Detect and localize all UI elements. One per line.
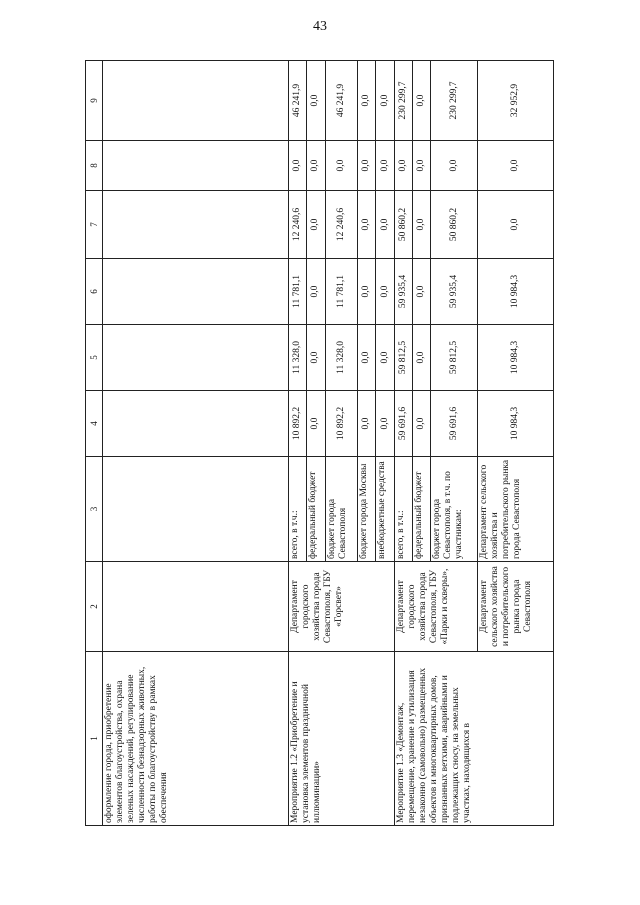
header-cell: 9 xyxy=(86,61,103,141)
funding-source: федеральный бюджет xyxy=(307,457,325,562)
value-cell: 11 781,1 xyxy=(289,259,307,325)
funding-source: бюджет города Севастополя xyxy=(325,457,358,562)
empty-cell xyxy=(103,325,289,391)
total-cell: 0,0 xyxy=(412,61,430,141)
total-cell: 46 241,9 xyxy=(325,61,358,141)
value-cell: 10 984,3 xyxy=(478,391,554,457)
value-cell: 11 328,0 xyxy=(289,325,307,391)
value-cell: 11 781,1 xyxy=(325,259,358,325)
value-cell: 0,0 xyxy=(307,391,325,457)
value-cell: 0,0 xyxy=(412,325,430,391)
measure-1-3-executor-2: Департамент сельского хозяйства и потребительского рынка города Севастополя xyxy=(478,562,554,652)
value-cell: 59 935,4 xyxy=(431,259,478,325)
value-cell: 0,0 xyxy=(376,391,394,457)
empty-cell xyxy=(103,191,289,259)
continuation-text: оформление города, приобретение элементов благоустройства, охрана зеленых насаждений, регулирование численности безнадзорных животных, работы по благоустройству в рамках обеспечения xyxy=(103,652,289,826)
value-cell: 59 812,5 xyxy=(394,325,412,391)
value-cell: 59 812,5 xyxy=(431,325,478,391)
table-row-continuation xyxy=(103,61,289,826)
value-cell: 0,0 xyxy=(358,325,376,391)
value-cell: 0,0 xyxy=(376,325,394,391)
total-cell: 230 299,7 xyxy=(394,61,412,141)
table-row xyxy=(394,61,412,826)
funding-source: федеральный бюджет xyxy=(412,457,430,562)
value-cell: 59 935,4 xyxy=(394,259,412,325)
value-cell: 12 240,6 xyxy=(289,191,307,259)
empty-cell xyxy=(103,259,289,325)
value-cell: 0,0 xyxy=(289,141,307,191)
funding-source: бюджет города Севастополя, в т.ч. по участникам: xyxy=(431,457,478,562)
header-cell: 7 xyxy=(86,191,103,259)
value-cell: 0,0 xyxy=(325,141,358,191)
rotated-table-wrapper xyxy=(85,61,554,826)
funding-source: Департамент сельского хозяйства и потребительского рынка города Севастополя xyxy=(478,457,554,562)
funding-source: всего, в т.ч.: xyxy=(289,457,307,562)
total-cell: 0,0 xyxy=(307,61,325,141)
value-cell: 59 691,6 xyxy=(431,391,478,457)
measure-1-2-name: Мероприятие 1.2 «Приобретение и установка элементов праздничной иллюминации» xyxy=(289,652,395,826)
value-cell: 10 892,2 xyxy=(325,391,358,457)
value-cell: 10 892,2 xyxy=(289,391,307,457)
value-cell: 0,0 xyxy=(307,259,325,325)
empty-cell xyxy=(103,562,289,652)
header-cell: 6 xyxy=(86,259,103,325)
header-cell: 4 xyxy=(86,391,103,457)
value-cell: 0,0 xyxy=(307,325,325,391)
value-cell: 10 984,3 xyxy=(478,325,554,391)
value-cell: 0,0 xyxy=(376,191,394,259)
header-row xyxy=(86,61,103,826)
empty-cell xyxy=(103,141,289,191)
total-cell: 0,0 xyxy=(376,61,394,141)
value-cell: 0,0 xyxy=(358,191,376,259)
empty-cell xyxy=(103,391,289,457)
table-row xyxy=(289,61,307,826)
value-cell: 0,0 xyxy=(412,191,430,259)
value-cell: 0,0 xyxy=(358,259,376,325)
value-cell: 0,0 xyxy=(478,141,554,191)
value-cell: 0,0 xyxy=(431,141,478,191)
measure-1-2-executor: Департамент городского хозяйства города Севастополя, ГБУ «Горсвет» xyxy=(289,562,395,652)
empty-cell xyxy=(103,61,289,141)
value-cell: 12 240,6 xyxy=(325,191,358,259)
value-cell: 0,0 xyxy=(358,391,376,457)
total-cell: 32 952,9 xyxy=(478,61,554,141)
total-cell: 230 299,7 xyxy=(431,61,478,141)
program-table xyxy=(85,60,554,826)
header-cell: 8 xyxy=(86,141,103,191)
page-number: 43 xyxy=(313,19,327,34)
value-cell: 0,0 xyxy=(478,191,554,259)
empty-cell xyxy=(103,457,289,562)
header-cell: 5 xyxy=(86,325,103,391)
value-cell: 0,0 xyxy=(376,141,394,191)
value-cell: 10 984,3 xyxy=(478,259,554,325)
value-cell: 50 860,2 xyxy=(431,191,478,259)
funding-source: внебюджетные средства xyxy=(376,457,394,562)
value-cell: 0,0 xyxy=(358,141,376,191)
header-cell: 3 xyxy=(86,457,103,562)
total-cell: 46 241,9 xyxy=(289,61,307,141)
value-cell: 0,0 xyxy=(307,141,325,191)
value-cell: 0,0 xyxy=(412,391,430,457)
value-cell: 50 860,2 xyxy=(394,191,412,259)
header-cell: 1 xyxy=(86,652,103,826)
value-cell: 11 328,0 xyxy=(325,325,358,391)
funding-source: всего, в т.ч.: xyxy=(394,457,412,562)
measure-1-3-executor: Департамент городского хозяйства города Севастополя, ГБУ «Парки и скверы», xyxy=(394,562,478,652)
value-cell: 0,0 xyxy=(376,259,394,325)
measure-1-3-name: Мероприятие 1.3 «Демонтаж, перемещение, хранение и утилизация незаконно (самовольно) размещенных объектов и многоквартирных домов, признанных ветхими, аварийными и подлежащих сносу, на земельных участках, находящихся в xyxy=(394,652,553,826)
header-cell: 2 xyxy=(86,562,103,652)
value-cell: 0,0 xyxy=(412,141,430,191)
total-cell: 0,0 xyxy=(358,61,376,141)
value-cell: 59 691,6 xyxy=(394,391,412,457)
funding-source: бюджет города Москвы xyxy=(358,457,376,562)
value-cell: 0,0 xyxy=(307,191,325,259)
value-cell: 0,0 xyxy=(394,141,412,191)
value-cell: 0,0 xyxy=(412,259,430,325)
